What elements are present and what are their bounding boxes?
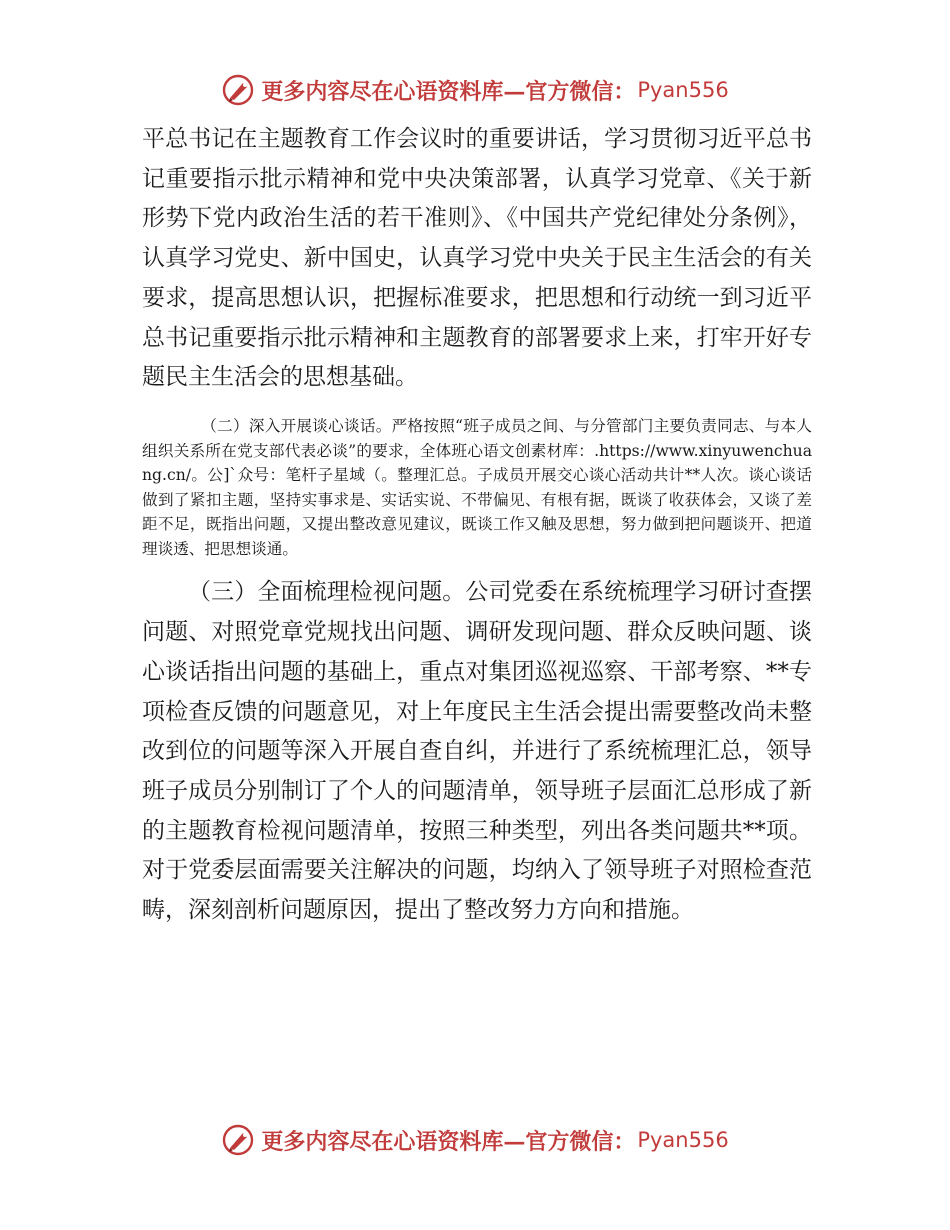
- header-banner-id: Pyan556: [637, 78, 729, 102]
- paragraph-1: 平总书记在主题教育工作会议时的重要讲话，学习贯彻习近平总书记重要指示批示精神和党中央决策部署，认真学习党章、《关于新形势下党内政治生活的若干准则》、《中国共产党纪律处分条例》，认真学习党史、新中国史，认真学习党中央关于民主生活会的有关要求，提高思想认识，把握标准要求，把思想和行动统一到习近平总书记重要指示批示精神和主题教育的部署要求上来，打牢开好专题民主生活会的思想基础。: [142, 126, 812, 391]
- header-banner: [0, 70, 950, 110]
- footer-banner-text: 更多内容尽在心语资料库—官方微信：: [261, 1128, 636, 1155]
- pen-logo-icon: [221, 73, 255, 107]
- footer-banner-id: Pyan556: [637, 1128, 729, 1152]
- paragraph-3: （三）全面梳理检视问题。公司党委在系统梳理学习研讨查摆问题、对照党章党规找出问题、调研发现问题、群众反映问题、谈心谈话指出问题的基础上，重点对集团巡视巡察、干部考察、**专项检查反馈的问题意见，对上年度民主生活会提出需要整改尚未整改到位的问题等深入开展自查自纠，并进行了系统梳理汇总，领导班子成员分别制订了个人的问题清单，领导班子层面汇总形成了新的主题教育检视问题清单，按照三种类型，列出各类问题共**项。对于党委层面需要关注解决的问题，均纳入了领导班子对照检查范畴，深刻剖析问题原因，提出了整改努力方向和措施。: [142, 579, 812, 924]
- header-banner-text: 更多内容尽在心语资料库—官方微信：: [261, 78, 636, 105]
- paragraph-2: （二）深入开展谈心谈话。严格按照“班子成员之间、与分管部门主要负责同志、与本人组织关系所在党支部代表必谈”的要求，全体班心语文创素材库：.https://www.xinyuwenchuang.cn/。公]`众号：笔杆子星域（。整理汇总。子成员开展交心谈心活动共计**人次。谈心谈话做到了紧扣主题，坚持实事求是、实话实说、不带偏见、有根有据，既谈了收获体会，又谈了差距不足，既指出问题，又提出整改意见建议，既谈工作又触及思想，努力做到把问题谈开、把道理谈透、把思想谈通。: [142, 416, 812, 558]
- pen-logo-icon: [221, 1123, 255, 1157]
- document-body: [142, 120, 812, 931]
- footer-banner: [0, 1120, 950, 1160]
